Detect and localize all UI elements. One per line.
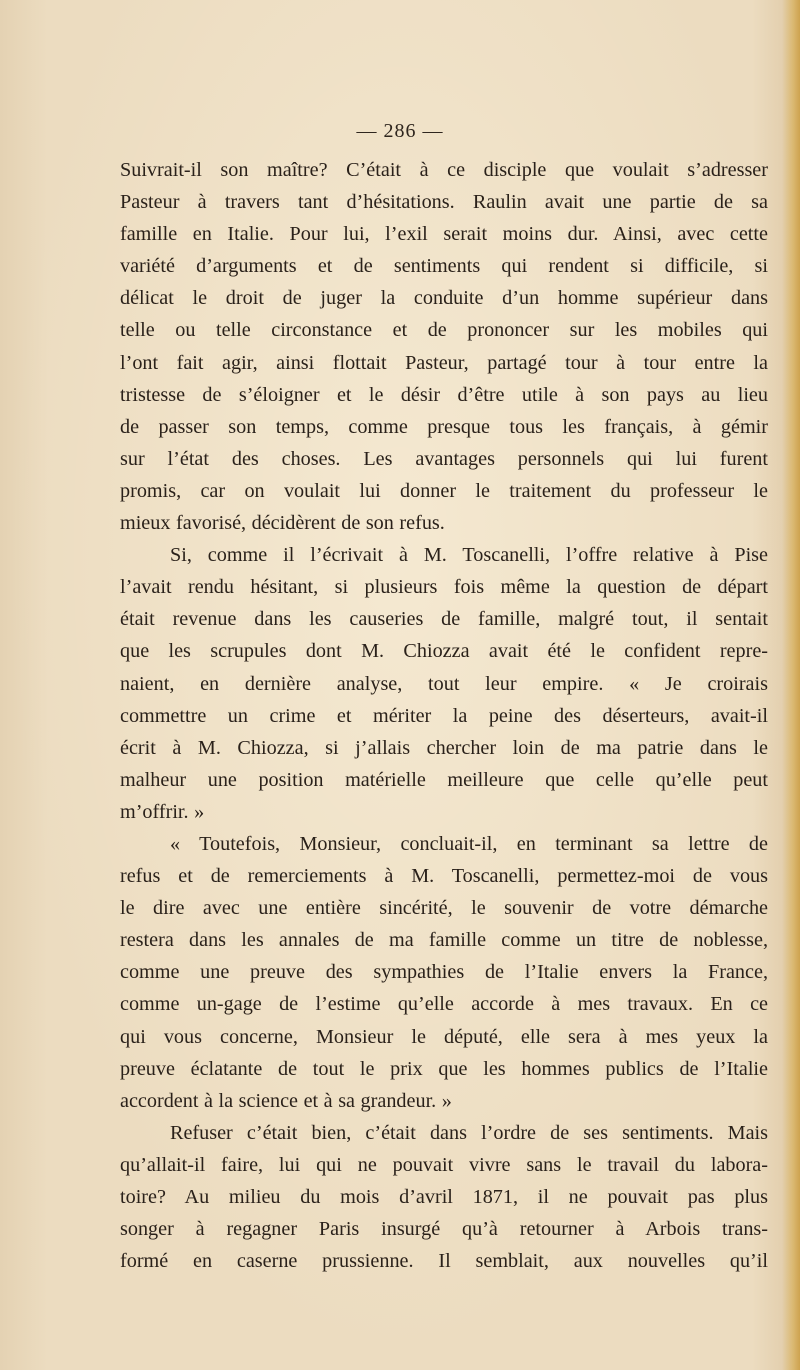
text-line: délicat le droit de juger la conduite d’un homme supérieur dans <box>120 287 768 310</box>
text-line: Pasteur à travers tant d’hésitations. Raulin avait une partie de sa <box>120 191 768 214</box>
text-line: que les scrupules dont M. Chiozza avait été le confident repre- <box>120 640 768 663</box>
text-line: « Toutefois, Monsieur, concluait-il, en terminant sa lettre de <box>170 832 768 855</box>
body-text <box>120 154 768 1277</box>
text-line: l’ont fait agir, ainsi flottait Pasteur, partagé tour à tour entre la <box>120 351 768 374</box>
text-line: commettre un crime et mériter la peine des déserteurs, avait-il <box>120 704 768 727</box>
text-line: malheur une position matérielle meilleure que celle qu’elle peut <box>120 768 768 791</box>
text-line: Si, comme il l’écrivait à M. Toscanelli, l’offre relative à Pise <box>170 544 768 567</box>
text-line: formé en caserne prussienne. Il semblait, aux nouvelles qu’il <box>120 1250 768 1273</box>
text-line: l’avait rendu hésitant, si plusieurs fois même la question de départ <box>120 576 768 599</box>
text-line: accordent à la science et à sa grandeur. » <box>120 1089 452 1112</box>
text-line: variété d’arguments et de sentiments qui rendent si difficile, si <box>120 255 768 278</box>
text-line: naient, en dernière analyse, tout leur empire. « Je croirais <box>120 672 768 695</box>
text-line: m’offrir. » <box>120 800 205 823</box>
text-line: le dire avec une entière sincérité, le souvenir de votre démarche <box>120 897 768 920</box>
text-line: mieux favorisé, décidèrent de son refus. <box>120 512 445 535</box>
text-line: telle ou telle circonstance et de prononcer sur les mobiles qui <box>120 319 768 342</box>
text-line: refus et de remerciements à M. Toscanelli, permettez-moi de vous <box>120 865 768 888</box>
text-line: restera dans les annales de ma famille comme un titre de noblesse, <box>120 929 768 952</box>
text-line: qui vous concerne, Monsieur le député, elle sera à mes yeux la <box>120 1025 768 1048</box>
text-line: qu’allait-il faire, lui qui ne pouvait vivre sans le travail du labora- <box>120 1153 768 1176</box>
text-line: était revenue dans les causeries de famille, malgré tout, il sentait <box>120 608 768 631</box>
text-line: Suivrait-il son maître? C’était à ce disciple que voulait s’adresser <box>120 159 768 181</box>
text-line: promis, car on voulait lui donner le traitement du professeur le <box>120 479 768 502</box>
text-line: famille en Italie. Pour lui, l’exil serait moins dur. Ainsi, avec cette <box>120 223 768 246</box>
page-edge-shading <box>782 0 800 1370</box>
text-line: songer à regagner Paris insurgé qu’à retourner à Arbois trans- <box>120 1218 768 1241</box>
page-number: — 286 — <box>356 120 444 142</box>
text-line: Refuser c’était bien, c’était dans l’ordre de ses sentiments. Mais <box>170 1121 768 1144</box>
text-line: preuve éclatante de tout le prix que les hommes publics de l’Italie <box>120 1057 768 1080</box>
text-line: toire? Au milieu du mois d’avril 1871, il ne pouvait pas plus <box>120 1186 768 1208</box>
text-line: tristesse de s’éloigner et le désir d’être utile à son pays au lieu <box>120 383 768 406</box>
text-line: de passer son temps, comme presque tous les français, à gémir <box>120 415 768 438</box>
text-line: écrit à M. Chiozza, si j’allais chercher loin de ma patrie dans le <box>120 736 768 759</box>
text-line: comme un-gage de l’estime qu’elle accorde à mes travaux. En ce <box>120 993 768 1016</box>
text-line: comme une preuve des sympathies de l’Italie envers la France, <box>120 961 768 984</box>
text-line: sur l’état des choses. Les avantages personnels qui lui furent <box>120 447 768 470</box>
